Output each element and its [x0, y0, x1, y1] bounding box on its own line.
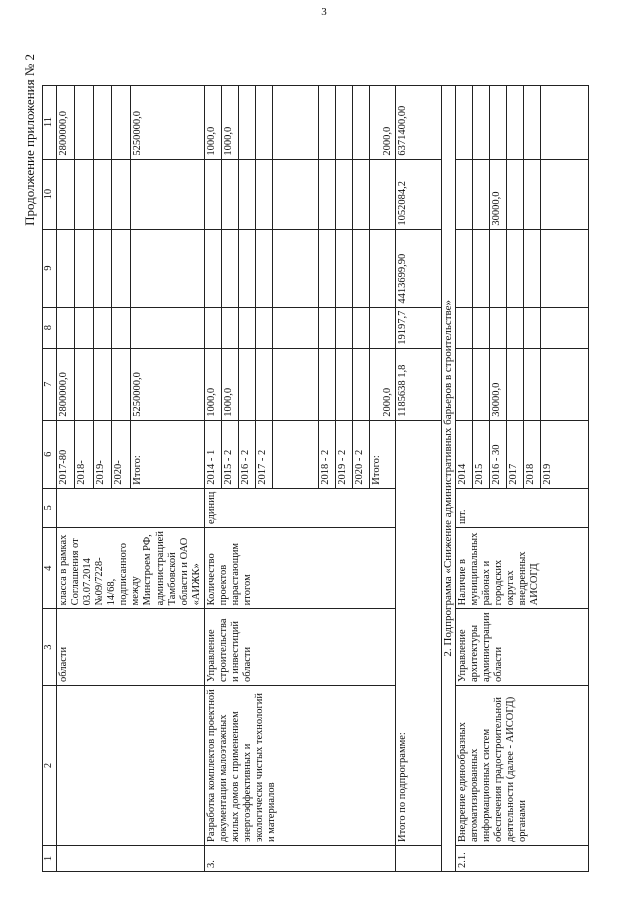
col-header: 3 — [43, 609, 57, 686]
section-title: 2. Подпрограмма «Снижение административных барьеров в строительстве» — [441, 85, 455, 871]
cell-value — [506, 348, 523, 420]
cell-value — [352, 307, 369, 348]
cell-value: 2000,0 — [369, 85, 395, 159]
subtotal-value: 19197,7 — [395, 307, 441, 348]
cell-value — [204, 229, 221, 307]
subtotal-value: 1052084,2 — [395, 159, 441, 229]
cell-value — [352, 348, 369, 420]
cell-value — [318, 159, 335, 229]
cell-value — [369, 159, 395, 229]
cell-value — [472, 159, 489, 229]
cell-name — [57, 686, 205, 846]
cell-period: 2014 — [455, 420, 472, 488]
col-header: 8 — [43, 307, 57, 348]
cell-value — [75, 348, 93, 420]
cell-value — [204, 159, 221, 229]
cell-value: 2800000,0 — [57, 348, 75, 420]
cell-value — [540, 229, 588, 307]
cell-value — [93, 307, 111, 348]
cell-value — [221, 307, 238, 348]
subtotal-row — [395, 85, 441, 871]
cell-value — [455, 159, 472, 229]
cell-value: 2000,0 — [369, 348, 395, 420]
cell-value — [130, 307, 204, 348]
cell-value — [455, 307, 472, 348]
cell-unit — [57, 488, 205, 527]
cell-value: 1000,0 — [204, 85, 221, 159]
cell-period: 2018- — [75, 420, 93, 488]
cell-value — [472, 229, 489, 307]
cell-value — [57, 159, 75, 229]
cell-value — [318, 229, 335, 307]
cell-value — [335, 307, 352, 348]
cell-value — [75, 159, 93, 229]
cell-value: 1000,0 — [221, 85, 238, 159]
subtotal-value: 6371400,00 — [395, 85, 441, 159]
col-header: 2 — [43, 686, 57, 846]
cell-period: 2017 — [506, 420, 523, 488]
cell-value — [75, 229, 93, 307]
cell-value — [335, 229, 352, 307]
col-header: 5 — [43, 488, 57, 527]
cell-period: 2017-80 — [57, 420, 75, 488]
cell-name: Внедрение единообразных автоматизированных информационных систем обеспечения градостроительной деятельности (далее - АИСОГД) органами — [455, 686, 588, 846]
cell-value — [523, 348, 540, 420]
cell-value — [112, 348, 130, 420]
cell-value — [272, 348, 318, 420]
cell-period: 2015 — [472, 420, 489, 488]
cell-value — [238, 307, 255, 348]
cell-value: 5250000,0 — [130, 348, 204, 420]
cell-value — [506, 85, 523, 159]
cell-value — [57, 307, 75, 348]
cell-period: 2019 — [540, 420, 588, 488]
cell-exec: области — [57, 609, 205, 686]
cell-value: 30000,0 — [489, 348, 506, 420]
cell-value — [352, 159, 369, 229]
continuation-label: Продолжение приложения № 2 — [22, 54, 37, 226]
cell-value — [318, 85, 335, 159]
cell-value — [272, 229, 318, 307]
cell-value — [506, 229, 523, 307]
col-header: 1 — [43, 846, 57, 872]
cell-value — [255, 85, 272, 159]
cell-period: Итого: — [369, 420, 395, 488]
cell-value — [540, 159, 588, 229]
cell-value — [523, 85, 540, 159]
cell-value — [272, 159, 318, 229]
cell-value — [130, 229, 204, 307]
cell-value — [489, 85, 506, 159]
cell-value — [221, 229, 238, 307]
cell-indicator: Количество проектов нарастающим итогом — [204, 528, 395, 609]
cell-period: Итого: — [130, 420, 204, 488]
budget-table — [42, 85, 589, 872]
cell-period: 2020- — [112, 420, 130, 488]
cell-value — [112, 159, 130, 229]
cell-value — [472, 348, 489, 420]
cell-value — [489, 307, 506, 348]
col-header: 9 — [43, 229, 57, 307]
cell-value — [255, 348, 272, 420]
cell-value: 1000,0 — [204, 348, 221, 420]
cell-indicator: класса в рамках Соглашения от 03.07.2014 №09/7228-14/68, подписанного между Минстроем РФ, администрацией Тамбовской области и ОАО «АИЖК» — [57, 528, 205, 609]
cell-exec: Управление архитектуры администрации области — [455, 609, 588, 686]
cell-value — [75, 85, 93, 159]
cell-period: 2017 - 2 — [255, 420, 272, 488]
cell-value — [318, 348, 335, 420]
subtotal-value: 4413699,90 — [395, 229, 441, 307]
subtotal-label: Итого по подпрограмме: — [395, 420, 441, 845]
cell-num — [57, 846, 205, 872]
cell-value — [221, 159, 238, 229]
cell-value: 1000,0 — [221, 348, 238, 420]
cell-exec: Управление строительства и инвестиций области — [204, 609, 395, 686]
cell-value: 5250000,0 — [130, 85, 204, 159]
cell-value — [523, 307, 540, 348]
cell-value — [112, 85, 130, 159]
col-header: 10 — [43, 159, 57, 229]
cell-value — [506, 159, 523, 229]
cell-value — [540, 307, 588, 348]
section-title-row — [441, 85, 455, 871]
cell-period: 2014 - 1 — [204, 420, 221, 488]
table-row — [204, 85, 221, 871]
page-number: 3 — [321, 6, 327, 18]
cell-value — [57, 229, 75, 307]
table-row — [455, 85, 472, 871]
cell-value — [352, 85, 369, 159]
cell-period: 2015 - 2 — [221, 420, 238, 488]
cell-value — [238, 85, 255, 159]
cell-value — [540, 348, 588, 420]
cell-value — [472, 85, 489, 159]
cell-value — [130, 159, 204, 229]
cell-period: 2018 - 2 — [318, 420, 335, 488]
cell-period — [272, 420, 318, 488]
cell-value — [238, 229, 255, 307]
col-header: 7 — [43, 348, 57, 420]
cell-value — [238, 348, 255, 420]
cell-value — [369, 229, 395, 307]
col-header: 4 — [43, 528, 57, 609]
cell-value — [93, 229, 111, 307]
cell-value — [112, 307, 130, 348]
cell-value — [318, 307, 335, 348]
cell-value: 2800000,0 — [57, 85, 75, 159]
cell-num — [395, 846, 441, 872]
cell-value — [93, 348, 111, 420]
cell-value — [112, 229, 130, 307]
cell-period: 2016 - 30 — [489, 420, 506, 488]
cell-value — [335, 348, 352, 420]
cell-period: 2019- — [93, 420, 111, 488]
col-header: 6 — [43, 420, 57, 488]
cell-value — [272, 307, 318, 348]
cell-indicator: Наличие в муниципальных районах и городских округах внедренных АИСОГД — [455, 528, 588, 609]
cell-unit: единиц — [204, 488, 395, 527]
cell-value — [335, 85, 352, 159]
cell-period: 2019 - 2 — [335, 420, 352, 488]
rotated-page — [20, 42, 620, 882]
cell-value — [523, 159, 540, 229]
cell-value — [352, 229, 369, 307]
cell-period: 2016 - 2 — [238, 420, 255, 488]
cell-value — [455, 348, 472, 420]
cell-value — [238, 159, 255, 229]
cell-value — [75, 307, 93, 348]
cell-value — [523, 229, 540, 307]
cell-value — [255, 159, 272, 229]
cell-period: 2018 — [523, 420, 540, 488]
cell-value — [255, 229, 272, 307]
cell-value — [93, 85, 111, 159]
cell-value — [455, 85, 472, 159]
table-row — [57, 85, 75, 871]
cell-value — [272, 85, 318, 159]
cell-name: Разработка комплектов проектной документации малоэтажных жилых домов с применением энергоэффективных и экологически чистых технологий и материалов — [204, 686, 395, 846]
cell-unit: шт. — [455, 488, 588, 527]
cell-value — [472, 307, 489, 348]
cell-period: 2020 - 2 — [352, 420, 369, 488]
cell-value — [540, 85, 588, 159]
cell-value — [506, 307, 523, 348]
cell-num: 3. — [204, 846, 395, 872]
cell-value — [455, 229, 472, 307]
cell-num: 2.1. — [455, 846, 588, 872]
col-header: 11 — [43, 85, 57, 159]
column-number-row — [43, 85, 57, 871]
cell-value — [489, 229, 506, 307]
subtotal-value: 1185638 1,8 — [395, 348, 441, 420]
cell-value — [255, 307, 272, 348]
cell-value — [369, 307, 395, 348]
cell-value: 30000,0 — [489, 159, 506, 229]
cell-value — [93, 159, 111, 229]
cell-value — [204, 307, 221, 348]
cell-value — [335, 159, 352, 229]
